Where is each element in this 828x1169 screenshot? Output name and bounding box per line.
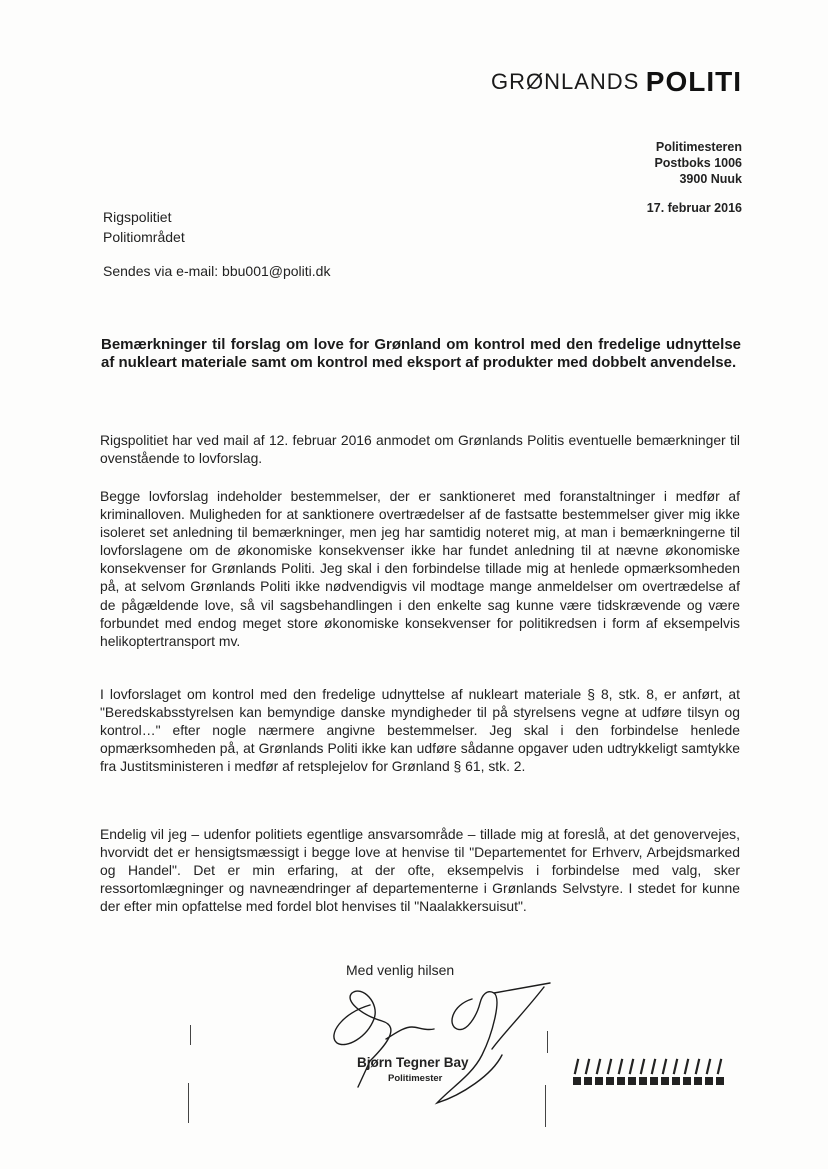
send-via-email: Sendes via e-mail: bbu001@politi.dk xyxy=(103,263,331,279)
body-paragraph-1: Rigspolitiet har ved mail af 12. februar 2016 anmodet om Grønlands Politis eventuelle bemærkninger til ovenstående to lovforslag. xyxy=(100,432,740,467)
logo-bold-text: POLITI xyxy=(645,66,742,97)
signer-name: Bjørn Tegner Bay xyxy=(357,1055,469,1070)
sender-line-3: 3900 Nuuk xyxy=(679,172,742,186)
scan-mark-line xyxy=(547,1031,548,1053)
scan-mark-line xyxy=(545,1085,546,1127)
handwritten-signature xyxy=(322,975,562,1110)
sender-line-1: Politimesteren xyxy=(655,140,742,154)
sender-address xyxy=(654,139,742,187)
signer-title: Politimester xyxy=(388,1073,443,1084)
body-paragraph-4: Endelig vil jeg – udenfor politiets egentlige ansvarsområde – tillade mig at foreslå, at det genovervejes, hvorvidt det er hensigtsmæssigt i begge love at henvise til "Departementet for Erhverv, Arbejdsmarked og Handel". Det er min erfaring, at der ofte, eksempelvis i forbindelse med valg, sker ressortomlægninger og navneændringer af departementerne i Grønlands Selvstyre. I stedet for kunne der efter min opfattelse med fordel blot henvises til "Naalakkersuisut". xyxy=(100,826,740,915)
scan-mark-line xyxy=(190,1025,191,1045)
recipient-line-2: Politiområdet xyxy=(103,229,185,245)
letter-subject: Bemærkninger til forslag om love for Grønland om kontrol med den fredelige udnyttelse af nukleart materiale samt om kontrol med eksport af produkter med dobbelt anvendelse. xyxy=(101,336,741,371)
recipient-address xyxy=(103,207,185,247)
barcode-mark xyxy=(572,1058,728,1088)
body-paragraph-2: Begge lovforslag indeholder bestemmelser, der er sanktioneret med foranstaltninger i medfør af kriminalloven. Muligheden for at sanktionere overtrædelser af de fastsatte bestemmelser giver mig ikke isoleret set anledning til bemærkninger, men jeg har samtidig noteret mig, at man i bemærkningerne til lovforslagene om de økonomiske konsekvenser ikke har fundet anledning til at nævne økonomiske konsekvenser for Grønlands Politi. Jeg skal i den forbindelse tillade mig at henlede opmærksomheden på, at selvom Grønlands Politi ikke nødvendigvis vil modtage mange anmeldelser om overtrædelse af de pågældende love, så vil sagsbehandlingen i den enkelte sag kunne være tidskrævende og være forbundet med endog meget store økonomiske konsekvenser for politikredsen i form af eksempelvis helikoptertransport mv. xyxy=(100,488,740,649)
scan-mark-line xyxy=(188,1083,189,1123)
body-paragraph-3: I lovforslaget om kontrol med den fredelige udnyttelse af nukleart materiale § 8, stk. 8, er anført, at "Beredskabsstyrelsen kan bemyndige danske myndigheder til på styrelsens vegne at udføre tilsyn og kontrol…" efter nogle nærmere angivne bestemmelser. Jeg skal i den forbindelse henlede opmærksomheden på, at Grønlands Politi ikke kan udføre sådanne opgaver uden udtrykkeligt samtykke fra Justitsministeren i medfør af retsplejelov for Grønland § 61, stk. 2. xyxy=(100,686,740,775)
recipient-line-1: Rigspolitiet xyxy=(103,209,172,225)
grønlands-politi-logo xyxy=(491,66,742,98)
logo-light-text: GRØNLANDS xyxy=(490,69,640,94)
closing-greeting: Med venlig hilsen xyxy=(346,962,455,978)
letter-date: 17. februar 2016 xyxy=(646,201,742,215)
sender-line-2: Postboks 1006 xyxy=(654,156,742,170)
